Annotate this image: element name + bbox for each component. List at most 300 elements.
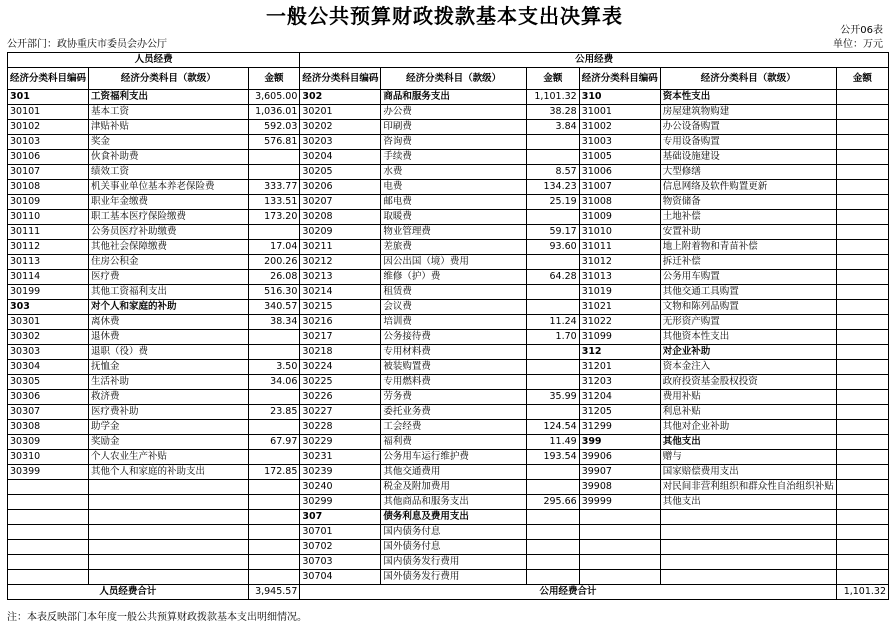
amount-cell — [526, 360, 579, 375]
code-cell: 31002 — [579, 120, 660, 135]
item-name-cell: 政府投资基金股权投资 — [660, 375, 836, 390]
amount-cell: 3.84 — [526, 120, 579, 135]
code-cell: 30701 — [300, 525, 381, 540]
table-row — [8, 210, 889, 225]
amount-cell — [836, 180, 888, 195]
amount-cell — [836, 405, 888, 420]
amount-cell: 67.97 — [248, 435, 300, 450]
code-cell: 30227 — [300, 405, 381, 420]
code-cell: 30204 — [300, 150, 381, 165]
code-cell: 31006 — [579, 165, 660, 180]
amount-cell — [526, 150, 579, 165]
amount-cell — [836, 480, 888, 495]
code-cell: 30305 — [8, 375, 89, 390]
amount-cell — [526, 465, 579, 480]
amount-cell — [248, 150, 300, 165]
item-name-cell: 被装购置费 — [381, 360, 527, 375]
amount-cell — [836, 285, 888, 300]
code-cell: 30308 — [8, 420, 89, 435]
code-cell: 301 — [8, 90, 89, 105]
item-name-cell: 办公设备购置 — [660, 120, 836, 135]
code-cell: 30225 — [300, 375, 381, 390]
amount-cell — [526, 135, 579, 150]
item-name-cell: 离休费 — [89, 315, 249, 330]
amount-cell — [526, 525, 579, 540]
item-name-cell: 税金及附加费用 — [381, 480, 527, 495]
amount-cell: 333.77 — [248, 180, 300, 195]
item-name-cell: 资本性支出 — [660, 90, 836, 105]
table-row — [8, 360, 889, 375]
amount-cell — [526, 480, 579, 495]
item-name-cell: 劳务费 — [381, 390, 527, 405]
item-name-cell: 专用材料费 — [381, 345, 527, 360]
code-cell: 31007 — [579, 180, 660, 195]
table-row — [8, 450, 889, 465]
item-name-cell: 退职（役）费 — [89, 345, 249, 360]
item-name-cell: 地上附着物和青苗补偿 — [660, 240, 836, 255]
item-name-cell: 土地补偿 — [660, 210, 836, 225]
item-name-cell: 职业年金缴费 — [89, 195, 249, 210]
code-cell: 30301 — [8, 315, 89, 330]
item-name-cell: 取暖费 — [381, 210, 527, 225]
amount-cell: 35.99 — [526, 390, 579, 405]
code-cell — [579, 525, 660, 540]
amount-cell — [526, 555, 579, 570]
code-cell: 31003 — [579, 135, 660, 150]
amount-cell — [248, 390, 300, 405]
code-cell: 30310 — [8, 450, 89, 465]
item-name-cell: 公务接待费 — [381, 330, 527, 345]
code-cell: 30215 — [300, 300, 381, 315]
amount-cell — [526, 255, 579, 270]
amount-cell — [836, 465, 888, 480]
code-cell: 31205 — [579, 405, 660, 420]
item-name-cell: 对个人和家庭的补助 — [89, 300, 249, 315]
amount-cell — [526, 285, 579, 300]
table-row — [8, 195, 889, 210]
code-cell: 30702 — [300, 540, 381, 555]
item-name-cell — [89, 540, 249, 555]
item-name-cell: 资本金注入 — [660, 360, 836, 375]
code-cell: 31001 — [579, 105, 660, 120]
amount-cell: 3,605.00 — [248, 90, 300, 105]
amount-cell — [836, 225, 888, 240]
item-name-cell — [89, 525, 249, 540]
code-cell: 30112 — [8, 240, 89, 255]
code-cell: 30108 — [8, 180, 89, 195]
code-cell: 30106 — [8, 150, 89, 165]
amount-cell — [248, 495, 300, 510]
item-name-cell: 机关事业单位基本养老保险费 — [89, 180, 249, 195]
item-name-cell: 公务员医疗补助缴费 — [89, 225, 249, 240]
item-name-cell: 其他个人和家庭的补助支出 — [89, 465, 249, 480]
code-cell: 30102 — [8, 120, 89, 135]
table-row — [8, 405, 889, 420]
table-row — [8, 465, 889, 480]
amount-cell — [836, 435, 888, 450]
item-name-cell: 抚恤金 — [89, 360, 249, 375]
amount-cell — [526, 540, 579, 555]
code-cell: 30107 — [8, 165, 89, 180]
code-cell: 307 — [300, 510, 381, 525]
item-name-cell: 利息补贴 — [660, 405, 836, 420]
public-total-amount: 1,101.32 — [836, 585, 888, 600]
item-name-cell: 差旅费 — [381, 240, 527, 255]
amount-cell: 134.23 — [526, 180, 579, 195]
amount-cell — [248, 570, 300, 585]
code-cell: 30114 — [8, 270, 89, 285]
code-cell: 30203 — [300, 135, 381, 150]
amount-cell — [836, 345, 888, 360]
code-cell: 30703 — [300, 555, 381, 570]
amount-cell: 38.28 — [526, 105, 579, 120]
amount-header: 金额 — [248, 68, 300, 90]
amount-cell — [248, 420, 300, 435]
code-cell: 30309 — [8, 435, 89, 450]
item-name-cell: 国家赔偿费用支出 — [660, 465, 836, 480]
public-header: 公用经费 — [300, 53, 889, 68]
code-cell: 30109 — [8, 195, 89, 210]
item-name-cell: 基本工资 — [89, 105, 249, 120]
code-cell: 30110 — [8, 210, 89, 225]
item-name-cell — [660, 555, 836, 570]
amount-cell: 34.06 — [248, 375, 300, 390]
item-name-cell: 文物和陈列品购置 — [660, 300, 836, 315]
amount-cell — [836, 570, 888, 585]
item-name-cell: 国外债务发行费用 — [381, 570, 527, 585]
amount-cell — [248, 540, 300, 555]
code-cell: 399 — [579, 435, 660, 450]
table-row — [8, 315, 889, 330]
item-name-cell: 其他社会保障缴费 — [89, 240, 249, 255]
code-cell: 312 — [579, 345, 660, 360]
amount-cell — [836, 390, 888, 405]
table-row — [8, 135, 889, 150]
table-row — [8, 255, 889, 270]
code-cell — [579, 540, 660, 555]
table-row — [8, 345, 889, 360]
amount-cell — [836, 300, 888, 315]
amount-cell — [836, 240, 888, 255]
item-name-cell: 公务用车购置 — [660, 270, 836, 285]
item-name-cell: 拆迁补偿 — [660, 255, 836, 270]
code-cell: 31201 — [579, 360, 660, 375]
amount-cell: 1.70 — [526, 330, 579, 345]
amount-cell: 193.54 — [526, 450, 579, 465]
totals-row — [8, 585, 889, 600]
item-name-cell: 国内债务付息 — [381, 525, 527, 540]
code-cell: 30218 — [300, 345, 381, 360]
amount-cell — [836, 315, 888, 330]
amount-cell: 576.81 — [248, 135, 300, 150]
code-cell: 30217 — [300, 330, 381, 345]
expenditure-table — [7, 52, 889, 600]
personnel-total-amount: 3,945.57 — [248, 585, 300, 600]
code-cell: 30207 — [300, 195, 381, 210]
item-name-cell: 其他支出 — [660, 435, 836, 450]
amount-cell: 124.54 — [526, 420, 579, 435]
code-cell — [8, 495, 89, 510]
item-name-cell: 其他工资福利支出 — [89, 285, 249, 300]
table-row — [8, 375, 889, 390]
code-cell: 30303 — [8, 345, 89, 360]
name-header: 经济分类科目（款级） — [89, 68, 249, 90]
name-header: 经济分类科目（款级） — [381, 68, 527, 90]
amount-header: 金额 — [836, 68, 888, 90]
table-row — [8, 420, 889, 435]
code-cell: 30113 — [8, 255, 89, 270]
code-cell: 31005 — [579, 150, 660, 165]
amount-cell — [836, 525, 888, 540]
amount-cell — [836, 330, 888, 345]
amount-cell: 340.57 — [248, 300, 300, 315]
item-name-cell: 公务用车运行维护费 — [381, 450, 527, 465]
table-row — [8, 480, 889, 495]
code-cell: 30231 — [300, 450, 381, 465]
table-row — [8, 525, 889, 540]
item-name-cell — [89, 510, 249, 525]
amount-cell — [836, 105, 888, 120]
code-cell: 30306 — [8, 390, 89, 405]
item-name-cell: 基础设施建设 — [660, 150, 836, 165]
amount-cell — [836, 270, 888, 285]
amount-cell: 25.19 — [526, 195, 579, 210]
code-cell — [579, 510, 660, 525]
item-name-cell: 商品和服务支出 — [381, 90, 527, 105]
amount-cell — [836, 195, 888, 210]
code-cell: 30212 — [300, 255, 381, 270]
code-cell — [8, 525, 89, 540]
amount-cell — [836, 495, 888, 510]
header-group-row — [8, 53, 889, 68]
form-number: 公开06表 — [840, 25, 883, 36]
amount-cell — [836, 450, 888, 465]
code-cell — [8, 510, 89, 525]
item-name-cell: 对民间非营利组织和群众性自治组织补贴 — [660, 480, 836, 495]
code-cell: 31019 — [579, 285, 660, 300]
amount-cell: 516.30 — [248, 285, 300, 300]
amount-cell — [526, 210, 579, 225]
code-cell: 30229 — [300, 435, 381, 450]
item-name-cell: 专用设备购置 — [660, 135, 836, 150]
amount-cell — [526, 300, 579, 315]
item-name-cell: 房屋建筑物购建 — [660, 105, 836, 120]
code-cell: 30302 — [8, 330, 89, 345]
item-name-cell: 信息网络及软件购置更新 — [660, 180, 836, 195]
column-header-row — [8, 68, 889, 90]
code-cell — [8, 540, 89, 555]
item-name-cell — [89, 480, 249, 495]
code-cell — [8, 480, 89, 495]
code-cell: 30208 — [300, 210, 381, 225]
item-name-cell: 物资储备 — [660, 195, 836, 210]
amount-cell — [248, 510, 300, 525]
code-cell: 30224 — [300, 360, 381, 375]
code-cell: 31022 — [579, 315, 660, 330]
amount-cell — [836, 165, 888, 180]
item-name-cell: 救济费 — [89, 390, 249, 405]
item-name-cell: 租赁费 — [381, 285, 527, 300]
item-name-cell: 债务利息及费用支出 — [381, 510, 527, 525]
unit-label: 单位：万元 — [833, 39, 883, 50]
table-row — [8, 120, 889, 135]
code-cell: 30209 — [300, 225, 381, 240]
item-name-cell: 其他交通工具购置 — [660, 285, 836, 300]
amount-cell — [526, 570, 579, 585]
amount-cell — [836, 360, 888, 375]
amount-cell: 172.85 — [248, 465, 300, 480]
item-name-cell: 医疗费 — [89, 270, 249, 285]
item-name-cell: 会议费 — [381, 300, 527, 315]
item-name-cell: 委托业务费 — [381, 405, 527, 420]
item-name-cell: 物业管理费 — [381, 225, 527, 240]
amount-cell: 1,036.01 — [248, 105, 300, 120]
code-cell: 39907 — [579, 465, 660, 480]
table-row — [8, 330, 889, 345]
code-cell: 30228 — [300, 420, 381, 435]
table-row — [8, 165, 889, 180]
item-name-cell: 邮电费 — [381, 195, 527, 210]
amount-cell — [248, 345, 300, 360]
item-name-cell: 维修（护）费 — [381, 270, 527, 285]
amount-cell: 93.60 — [526, 240, 579, 255]
code-cell: 30704 — [300, 570, 381, 585]
item-name-cell — [660, 510, 836, 525]
code-cell: 30307 — [8, 405, 89, 420]
amount-cell: 26.08 — [248, 270, 300, 285]
code-cell: 31299 — [579, 420, 660, 435]
code-cell: 30201 — [300, 105, 381, 120]
code-cell: 31010 — [579, 225, 660, 240]
table-row — [8, 150, 889, 165]
item-name-cell: 因公出国（境）费用 — [381, 255, 527, 270]
code-cell: 30213 — [300, 270, 381, 285]
table-row — [8, 570, 889, 585]
amount-cell — [526, 345, 579, 360]
code-cell: 303 — [8, 300, 89, 315]
amount-cell — [248, 525, 300, 540]
item-name-cell — [660, 525, 836, 540]
code-cell: 30205 — [300, 165, 381, 180]
code-cell: 30240 — [300, 480, 381, 495]
item-name-cell: 办公费 — [381, 105, 527, 120]
amount-cell — [526, 510, 579, 525]
amount-cell: 295.66 — [526, 495, 579, 510]
code-cell: 31012 — [579, 255, 660, 270]
amount-cell — [248, 330, 300, 345]
item-name-cell — [660, 570, 836, 585]
item-name-cell: 生活补助 — [89, 375, 249, 390]
code-cell: 30199 — [8, 285, 89, 300]
item-name-cell: 水费 — [381, 165, 527, 180]
amount-cell: 38.34 — [248, 315, 300, 330]
table-row — [8, 495, 889, 510]
amount-cell — [836, 135, 888, 150]
code-cell: 39999 — [579, 495, 660, 510]
table-row — [8, 180, 889, 195]
item-name-cell — [660, 540, 836, 555]
item-name-cell: 住房公积金 — [89, 255, 249, 270]
code-cell: 30206 — [300, 180, 381, 195]
table-row — [8, 300, 889, 315]
item-name-cell — [89, 570, 249, 585]
item-name-cell: 大型修缮 — [660, 165, 836, 180]
code-cell — [579, 570, 660, 585]
item-name-cell: 工资福利支出 — [89, 90, 249, 105]
amount-cell — [836, 120, 888, 135]
amount-cell — [836, 255, 888, 270]
amount-cell — [248, 165, 300, 180]
personnel-header: 人员经费 — [8, 53, 300, 68]
department-label: 公开部门：政协重庆市委员会办公厅 — [7, 39, 167, 50]
item-name-cell: 印刷费 — [381, 120, 527, 135]
table-row — [8, 510, 889, 525]
table-body — [8, 90, 889, 585]
item-name-cell: 赠与 — [660, 450, 836, 465]
amount-cell: 173.20 — [248, 210, 300, 225]
item-name-cell: 奖金 — [89, 135, 249, 150]
item-name-cell: 无形资产购置 — [660, 315, 836, 330]
code-cell: 302 — [300, 90, 381, 105]
amount-cell — [836, 375, 888, 390]
item-name-cell: 电费 — [381, 180, 527, 195]
item-name-cell — [89, 555, 249, 570]
amount-cell — [836, 90, 888, 105]
item-name-cell: 手续费 — [381, 150, 527, 165]
code-cell — [8, 570, 89, 585]
item-name-cell: 其他资本性支出 — [660, 330, 836, 345]
item-name-cell: 伙食补助费 — [89, 150, 249, 165]
personnel-total-label: 人员经费合计 — [8, 585, 249, 600]
table-row — [8, 240, 889, 255]
amount-cell — [526, 375, 579, 390]
amount-cell — [836, 555, 888, 570]
amount-cell: 64.28 — [526, 270, 579, 285]
amount-cell: 3.50 — [248, 360, 300, 375]
amount-cell: 133.51 — [248, 195, 300, 210]
item-name-cell: 其他支出 — [660, 495, 836, 510]
code-cell: 31013 — [579, 270, 660, 285]
code-cell: 31099 — [579, 330, 660, 345]
amount-cell: 59.17 — [526, 225, 579, 240]
amount-cell — [836, 540, 888, 555]
amount-cell — [248, 225, 300, 240]
amount-cell — [526, 405, 579, 420]
table-row — [8, 105, 889, 120]
item-name-cell: 医疗费补助 — [89, 405, 249, 420]
code-header: 经济分类科目编码 — [579, 68, 660, 90]
code-cell: 30202 — [300, 120, 381, 135]
code-cell: 30111 — [8, 225, 89, 240]
code-cell: 31203 — [579, 375, 660, 390]
code-cell: 310 — [579, 90, 660, 105]
table-row — [8, 225, 889, 240]
code-cell: 31204 — [579, 390, 660, 405]
code-cell: 31021 — [579, 300, 660, 315]
amount-header: 金额 — [526, 68, 579, 90]
code-header: 经济分类科目编码 — [300, 68, 381, 90]
code-cell: 30101 — [8, 105, 89, 120]
code-cell — [579, 555, 660, 570]
code-cell: 31011 — [579, 240, 660, 255]
amount-cell — [836, 420, 888, 435]
code-cell: 30214 — [300, 285, 381, 300]
item-name-cell — [89, 495, 249, 510]
item-name-cell: 国外债务付息 — [381, 540, 527, 555]
code-cell — [8, 555, 89, 570]
amount-cell: 592.03 — [248, 120, 300, 135]
table-row — [8, 90, 889, 105]
